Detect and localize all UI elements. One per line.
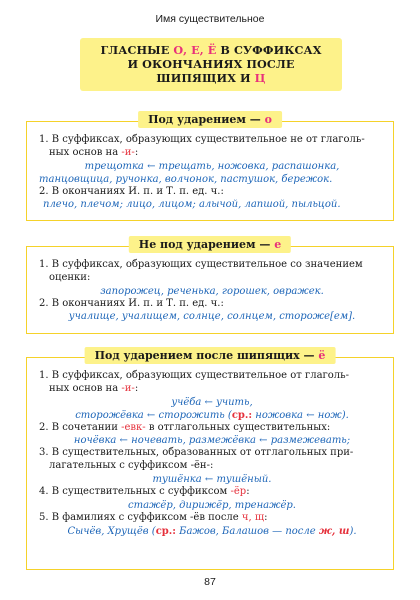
suffix-highlight: -и- — [121, 146, 135, 158]
rule-item-cont — [39, 383, 385, 396]
example-line: танцовщица, ручонка, волчонок, пастушок, бережок. — [39, 173, 333, 185]
page-number: 87 — [204, 576, 216, 588]
title-text: ГЛАСНЫЕ — [100, 43, 174, 57]
section-unstressed-e — [26, 238, 394, 334]
suffix-highlight: -и- — [121, 382, 135, 394]
rule-item: 2. В окончаниях И. п. и Т. п. ед. ч.: — [39, 185, 224, 197]
title-text: И ОКОНЧАНИЯХ ПОСЛЕ ШИПЯЩИХ И — [127, 57, 295, 85]
rule-item-cont — [39, 147, 385, 160]
compare-label: ср.: — [155, 525, 176, 537]
section-heading — [85, 347, 336, 364]
rule-text: : — [264, 511, 268, 523]
rule-text: : — [246, 485, 250, 497]
example-line — [39, 525, 385, 538]
rule-item: 1. В суффиксах, образующих существительное не от глаголь- — [39, 134, 365, 145]
title-line-1 — [86, 43, 336, 57]
rule-item — [39, 422, 385, 435]
section-stressed-o — [26, 113, 394, 221]
section-heading — [138, 111, 282, 128]
suffix-highlight: -ёр — [230, 485, 247, 497]
heading-letter: о — [264, 113, 272, 126]
rule-text: : — [134, 146, 139, 158]
rule-text: 2. В сочетании — [39, 421, 122, 433]
rule-item: 1. В суффиксах, образующих существительное со значением — [39, 259, 363, 270]
rule-text: ных основ на — [49, 146, 122, 158]
title-letter: Ц — [254, 71, 266, 85]
rule-item: 3. В существительных, образованных от отглагольных при- — [39, 447, 354, 459]
example-line — [39, 409, 385, 422]
example-text: Сычёв, Хрущёв ( — [67, 525, 156, 537]
rule-text: ных основ на — [49, 382, 122, 394]
title-line-2 — [86, 57, 336, 85]
rule-text: 5. В фамилиях с суффиксом -ёв после — [39, 511, 242, 523]
title-letters: О, Е, Ё — [173, 43, 217, 57]
example-text: ножовка ← нож). — [252, 409, 349, 421]
example-text: ). — [349, 525, 357, 537]
heading-text: Под ударением — — [148, 113, 265, 126]
rule-item: 2. В окончаниях И. п. и Т. п. ед. ч.: — [39, 297, 224, 309]
rule-text: в отглагольных существительных: — [145, 421, 331, 433]
example-text: Бажов, Балашов — после — [175, 525, 319, 537]
title-text: В СУФФИКСАХ — [216, 43, 322, 57]
suffix-highlight: -евк- — [121, 421, 146, 433]
rule-text: 4. В существительных с суффиксом — [39, 485, 231, 497]
rule-item-cont: лагательных с суффиксом -ён-: — [49, 460, 214, 472]
example-line: учёба ← учить, — [171, 396, 253, 408]
example-line: запорожец, реченька, горошек, овражек. — [100, 285, 324, 297]
letters-highlight: ж, ш — [318, 525, 350, 537]
letters-highlight: ч, щ — [241, 511, 265, 523]
example-line: плечо, плечом; лицо, лицом; алычой, лапшой, пыльцой. — [43, 199, 341, 211]
rule-text: : — [134, 382, 139, 394]
heading-text: Не под ударением — — [138, 238, 275, 251]
running-header: Имя существительное — [155, 13, 265, 25]
heading-letter: ё — [318, 349, 326, 362]
heading-letter: е — [274, 238, 282, 251]
section-heading — [129, 236, 291, 253]
rule-item-cont: оценки: — [49, 271, 91, 283]
example-line: трещотка ← трещать, ножовка, распашонка, — [84, 160, 340, 172]
compare-label: ср.: — [231, 409, 253, 421]
example-line: тушёнка ← тушёный. — [152, 473, 272, 485]
example-line: учалище, учалищем, солнце, солнцем, стороже[ем]. — [68, 311, 356, 323]
rule-item — [39, 512, 385, 525]
example-text: сторожёвка ← сторожить ( — [75, 409, 232, 421]
example-line: стажёр, дирижёр, тренажёр. — [128, 499, 296, 511]
rule-item: 1. В суффиксах, образующих существительное от глаголь- — [39, 370, 349, 381]
rule-item — [39, 486, 385, 499]
section-stressed-yo — [26, 349, 394, 570]
page-title — [80, 38, 342, 91]
heading-text: Под ударением после шипящих — — [94, 349, 319, 362]
example-line: ночёвка ← ночевать, размежёвка ← размежевать; — [73, 435, 351, 447]
